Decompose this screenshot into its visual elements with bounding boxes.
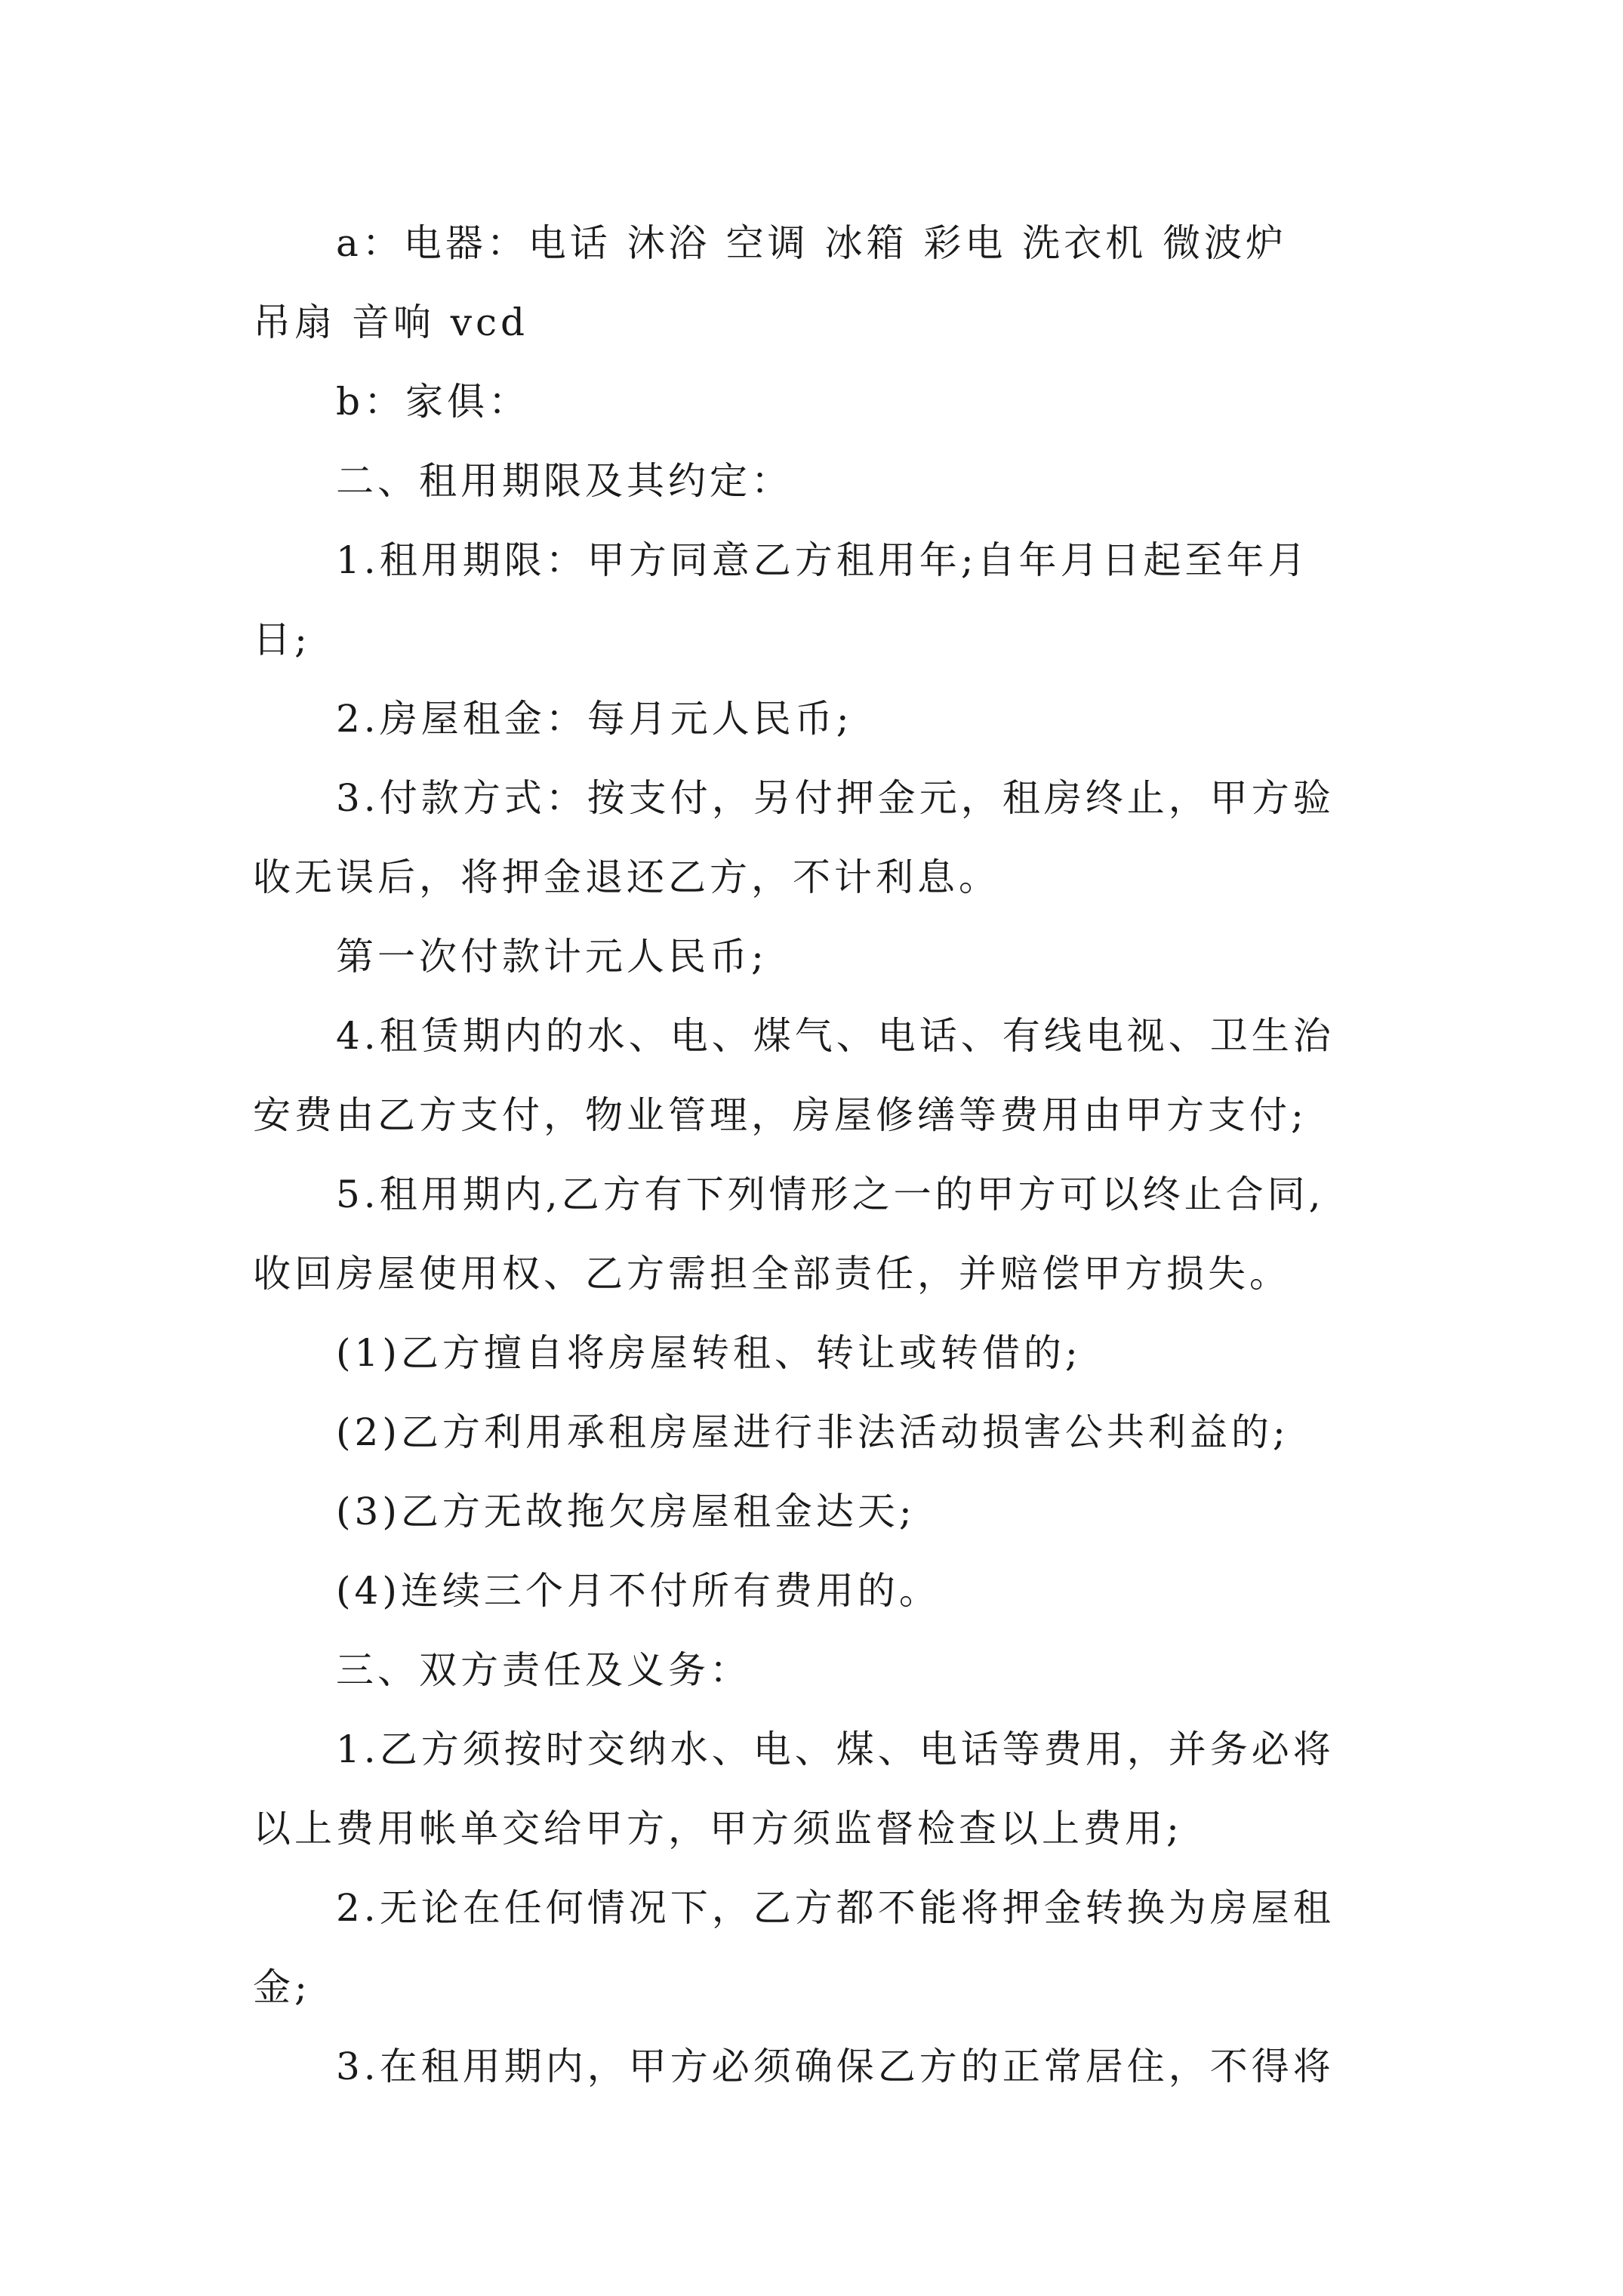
text-line: 收回房屋使用权、乙方需担全部责任，并赔偿甲方损失。: [253, 1252, 1291, 1296]
text-line: 2.房屋租金：每月元人民币;: [336, 697, 853, 741]
list-item: (3)乙方无故拖欠房屋租金达天;: [336, 1490, 916, 1533]
text-line: 2.无论在任何情况下，乙方都不能将押金转换为房屋租: [336, 1886, 1335, 1930]
text-line: 5.租用期内,乙方有下列情形之一的甲方可以终止合同,: [336, 1173, 1325, 1216]
text-line: 收无误后，将押金退还乙方，不计利息。: [253, 855, 1000, 899]
text-line: 吊扇 音响 vcd: [253, 300, 529, 344]
text-line: 日;: [253, 618, 311, 661]
section-heading: 二、租用期限及其约定：: [336, 459, 793, 503]
list-item: (1)乙方擅自将房屋转租、转让或转借的;: [336, 1331, 1082, 1375]
text-line: 1.租用期限：甲方同意乙方租用年;自年月日起至年月: [336, 538, 1310, 582]
text-line: 3.付款方式：按支付，另付押金元，租房终止，甲方验: [336, 776, 1335, 820]
text-line: a：电器：电话 沐浴 空调 冰箱 彩电 洗衣机 微波炉: [336, 221, 1288, 265]
text-line: 3.在租用期内，甲方必须确保乙方的正常居住，不得将: [336, 2045, 1335, 2088]
section-heading: 三、双方责任及义务：: [336, 1648, 751, 1692]
text-line: b：家俱：: [336, 380, 531, 424]
text-line: 4.租赁期内的水、电、煤气、电话、有线电视、卫生治: [336, 1014, 1335, 1058]
text-line: 安费由乙方支付，物业管理，房屋修缮等费用由甲方支付;: [253, 1093, 1307, 1137]
list-item: (2)乙方利用承租房屋进行非法活动损害公共利益的;: [336, 1410, 1289, 1454]
text-line: 以上费用帐单交给甲方，甲方须监督检查以上费用;: [253, 1807, 1183, 1851]
text-line: 1.乙方须按时交纳水、电、煤、电话等费用，并务必将: [336, 1727, 1335, 1771]
text-line: 第一次付款计元人民币;: [336, 935, 768, 978]
text-line: 金;: [253, 1965, 311, 2009]
list-item: (4)连续三个月不付所有费用的。: [336, 1569, 941, 1613]
